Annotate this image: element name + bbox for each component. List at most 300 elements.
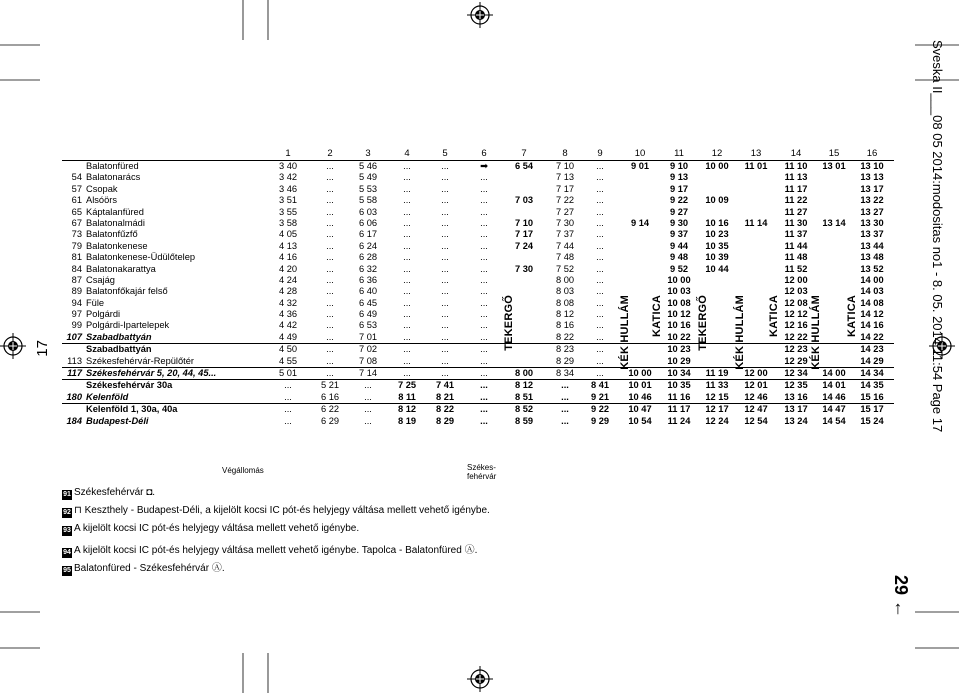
train-name-kek-hullam-1: KÉK HULLÁM bbox=[619, 295, 631, 370]
row-cell: 14 12 bbox=[860, 309, 884, 320]
table-row bbox=[62, 218, 894, 229]
row-cell: ... bbox=[441, 240, 449, 251]
page-number: 29 ← bbox=[891, 575, 911, 619]
side-header bbox=[930, 40, 952, 490]
row-cell: ... bbox=[441, 368, 449, 379]
row-cell: 8 16 bbox=[555, 320, 575, 331]
row-cell: 8 59 bbox=[514, 415, 534, 426]
row-km: 113 bbox=[67, 355, 82, 366]
row-cell: ... bbox=[326, 344, 334, 355]
row-cell: 8 00 bbox=[555, 274, 575, 285]
table-row bbox=[62, 368, 894, 379]
row-cell: ... bbox=[596, 368, 604, 379]
row-cell: 7 17 bbox=[555, 183, 575, 194]
footnote-mark: 94 bbox=[63, 549, 71, 556]
row-cell: ... bbox=[441, 355, 449, 366]
row-cell: 14 16 bbox=[860, 320, 884, 331]
row-station: Szabadbattyán bbox=[86, 344, 152, 355]
row-cell: ... bbox=[403, 355, 411, 366]
row-cell: ... bbox=[441, 331, 449, 342]
column-number: 10 bbox=[634, 148, 646, 159]
row-station: Füle bbox=[86, 297, 105, 308]
column-number: 7 bbox=[521, 148, 527, 159]
row-cell: ... bbox=[441, 252, 449, 263]
row-cell: ... bbox=[480, 274, 488, 285]
row-cell: ... bbox=[480, 263, 488, 274]
row-cell: 7 52 bbox=[555, 263, 575, 274]
row-cell: 12 29 bbox=[784, 355, 808, 366]
row-cell: 10 23 bbox=[667, 344, 691, 355]
row-cell: 10 16 bbox=[705, 217, 729, 228]
row-cell: 12 47 bbox=[744, 404, 768, 415]
row-cell: ... bbox=[441, 309, 449, 320]
row-cell: 5 01 bbox=[278, 368, 298, 379]
row-cell: 6 40 bbox=[358, 286, 378, 297]
row-cell: ... bbox=[284, 404, 292, 415]
row-cell: 8 12 bbox=[397, 404, 417, 415]
row-cell: 8 21 bbox=[435, 391, 455, 402]
row-km: 180 bbox=[66, 391, 82, 402]
row-cell: 8 08 bbox=[555, 297, 575, 308]
row-cell: 14 08 bbox=[860, 297, 884, 308]
row-cell: 4 55 bbox=[278, 355, 298, 366]
row-cell: 4 49 bbox=[278, 331, 298, 342]
footnote-mark: 92 bbox=[63, 509, 71, 516]
footnote-text: A kijelölt kocsi IC pót-és helyjegy váltása mellett vehető igénybe. bbox=[74, 523, 360, 534]
row-cell: ... bbox=[441, 344, 449, 355]
row-cell: ... bbox=[326, 217, 334, 228]
table-row bbox=[62, 392, 894, 403]
row-cell: 8 12 bbox=[555, 309, 575, 320]
row-cell: 4 32 bbox=[278, 297, 298, 308]
row-cell: 13 27 bbox=[860, 206, 884, 217]
row-cell: ... bbox=[403, 274, 411, 285]
row-cell: ... bbox=[441, 263, 449, 274]
row-cell: ... bbox=[441, 183, 449, 194]
row-km: 94 bbox=[71, 297, 82, 308]
row-cell: 13 17 bbox=[860, 183, 884, 194]
row-cell: 11 37 bbox=[784, 229, 808, 240]
table-row bbox=[62, 184, 894, 195]
row-cell: 3 55 bbox=[278, 206, 298, 217]
train-name-katica-1: KATICA bbox=[651, 295, 663, 337]
row-cell: 12 54 bbox=[744, 415, 768, 426]
row-cell: 9 13 bbox=[669, 172, 689, 183]
row-cell: 12 00 bbox=[744, 368, 768, 379]
row-km: 89 bbox=[71, 286, 82, 297]
terminus-label: Végállomás bbox=[222, 466, 264, 475]
row-cell: ... bbox=[403, 344, 411, 355]
row-cell: ... bbox=[403, 252, 411, 263]
row-cell: 7 13 bbox=[555, 172, 575, 183]
row-cell: ... bbox=[403, 297, 411, 308]
footnote-text: A kijelölt kocsi IC pót-és helyjegy váltása mellett vehető igénybe. Tapolca - Balatonfüred Ⓐ. bbox=[74, 545, 478, 556]
row-cell: ... bbox=[480, 206, 488, 217]
row-cell: 11 16 bbox=[667, 391, 691, 402]
row-cell: 9 37 bbox=[669, 229, 689, 240]
row-km: 97 bbox=[71, 309, 82, 320]
row-cell: 7 22 bbox=[555, 195, 575, 206]
row-cell: ... bbox=[561, 380, 569, 391]
row-cell: 9 30 bbox=[669, 217, 689, 228]
side-header-text: Sveska II___08 05 2014:modositas no1 - 8. 05. 2014 11:54 Page 17 bbox=[930, 40, 945, 433]
row-cell: 8 11 bbox=[398, 391, 416, 402]
row-cell: ... bbox=[441, 195, 449, 206]
row-cell: ... bbox=[441, 274, 449, 285]
row-cell: ... bbox=[596, 344, 604, 355]
row-km: 67 bbox=[71, 217, 82, 228]
row-cell: ... bbox=[403, 161, 411, 171]
row-cell: 7 03 bbox=[514, 195, 534, 206]
row-cell: 8 22 bbox=[435, 404, 455, 415]
row-cell: 10 47 bbox=[628, 404, 652, 415]
row-cell: ... bbox=[596, 355, 604, 366]
row-cell: 11 10 bbox=[784, 161, 808, 171]
row-cell: ... bbox=[480, 217, 488, 228]
row-cell: 11 19 bbox=[705, 368, 729, 379]
column-number: 4 bbox=[404, 148, 410, 159]
row-cell: 12 12 bbox=[784, 309, 808, 320]
row-cell: 13 01 bbox=[822, 161, 846, 171]
row-cell: 11 17 bbox=[784, 183, 808, 194]
row-cell: ... bbox=[596, 217, 604, 228]
column-number: 5 bbox=[442, 148, 448, 159]
row-cell: 10 35 bbox=[667, 380, 691, 391]
row-cell: 6 16 bbox=[320, 391, 340, 402]
row-cell: 8 29 bbox=[555, 355, 575, 366]
row-cell: 10 01 bbox=[628, 380, 652, 391]
row-cell: 9 44 bbox=[669, 240, 689, 251]
row-cell: 9 14 bbox=[630, 217, 650, 228]
row-station: Balatonfűzfő bbox=[86, 229, 138, 240]
row-cell: 4 13 bbox=[278, 240, 298, 251]
row-station: Balatonarács bbox=[86, 172, 141, 183]
row-cell: 11 33 bbox=[705, 380, 729, 391]
row-cell: ... bbox=[326, 161, 334, 171]
row-cell: ... bbox=[326, 297, 334, 308]
row-cell: 9 29 bbox=[590, 415, 610, 426]
footnote-text: Balatonfüred - Székesfehérvár Ⓐ. bbox=[74, 563, 225, 574]
row-cell: 10 54 bbox=[628, 415, 652, 426]
row-cell: 7 10 bbox=[514, 217, 534, 228]
row-station: Kelenföld bbox=[86, 391, 129, 402]
row-cell: 7 08 bbox=[358, 355, 378, 366]
szekesfehervar-label: Székes- fehérvár bbox=[467, 463, 497, 481]
row-cell: ... bbox=[364, 380, 372, 391]
row-cell: 12 23 bbox=[784, 344, 808, 355]
row-cell: 11 01 bbox=[744, 161, 768, 171]
table-row bbox=[62, 264, 894, 275]
column-number: 8 bbox=[562, 148, 568, 159]
row-cell: 11 52 bbox=[784, 263, 808, 274]
row-cell: ... bbox=[596, 183, 604, 194]
row-km: 65 bbox=[71, 206, 82, 217]
left-page-number: 17 bbox=[34, 340, 51, 357]
row-cell: 9 22 bbox=[590, 404, 610, 415]
row-station: Káptalanfüred bbox=[86, 206, 144, 217]
row-cell: 15 17 bbox=[860, 404, 884, 415]
row-cell: 8 23 bbox=[555, 344, 575, 355]
timetable bbox=[62, 160, 894, 427]
row-cell: 4 16 bbox=[278, 252, 298, 263]
row-cell: 8 03 bbox=[555, 286, 575, 297]
table-row bbox=[62, 416, 894, 427]
row-cell: ... bbox=[441, 286, 449, 297]
row-cell: 13 44 bbox=[860, 240, 884, 251]
row-cell: 10 23 bbox=[705, 229, 729, 240]
row-cell: ... bbox=[364, 404, 372, 415]
row-cell: 9 48 bbox=[669, 252, 689, 263]
table-row bbox=[62, 172, 894, 183]
row-cell: 9 10 bbox=[669, 161, 689, 171]
row-cell: 14 00 bbox=[860, 274, 884, 285]
row-km: 107 bbox=[66, 331, 82, 342]
row-cell: 12 17 bbox=[705, 404, 729, 415]
row-cell: 10 09 bbox=[705, 195, 729, 206]
footnote bbox=[62, 541, 477, 558]
row-station: Balatonfüred bbox=[86, 161, 139, 171]
row-cell: 7 37 bbox=[555, 229, 575, 240]
row-cell: 13 10 bbox=[860, 161, 884, 171]
row-cell: 10 00 bbox=[667, 274, 691, 285]
row-cell: ... bbox=[403, 320, 411, 331]
row-cell: 10 00 bbox=[705, 161, 729, 171]
row-cell: 6 29 bbox=[320, 415, 340, 426]
row-cell: 8 52 bbox=[514, 404, 534, 415]
row-cell: ... bbox=[326, 252, 334, 263]
row-cell: 6 49 bbox=[358, 309, 378, 320]
table-row bbox=[62, 195, 894, 206]
row-cell: 7 30 bbox=[514, 263, 534, 274]
row-cell: ... bbox=[326, 195, 334, 206]
row-cell: ... bbox=[596, 263, 604, 274]
table-row bbox=[62, 241, 894, 252]
row-cell: 13 37 bbox=[860, 229, 884, 240]
row-cell: ... bbox=[284, 415, 292, 426]
row-cell: 10 16 bbox=[667, 320, 691, 331]
column-number: 12 bbox=[711, 148, 723, 159]
row-cell: 4 05 bbox=[278, 229, 298, 240]
row-cell: ... bbox=[596, 195, 604, 206]
row-km: 84 bbox=[71, 263, 82, 274]
row-cell: 13 13 bbox=[860, 172, 884, 183]
row-cell: 12 35 bbox=[784, 380, 808, 391]
row-cell: ... bbox=[441, 229, 449, 240]
row-cell: 8 19 bbox=[397, 415, 417, 426]
row-cell: 4 28 bbox=[278, 286, 298, 297]
row-cell: 11 14 bbox=[744, 217, 768, 228]
row-cell: ... bbox=[480, 355, 488, 366]
train-name-tekergo-2: TEKERGŐ bbox=[697, 295, 709, 351]
row-cell: ... bbox=[480, 404, 488, 415]
row-cell: 12 03 bbox=[784, 286, 808, 297]
row-cell: 11 17 bbox=[667, 404, 691, 415]
train-name-kek-hullam-2: KÉK HULLÁM bbox=[734, 295, 746, 370]
row-cell: ... bbox=[326, 229, 334, 240]
row-cell: 11 27 bbox=[784, 206, 808, 217]
row-cell: 13 17 bbox=[784, 404, 808, 415]
row-cell: 11 48 bbox=[784, 252, 808, 263]
row-cell: 14 54 bbox=[822, 415, 846, 426]
row-cell: ... bbox=[326, 331, 334, 342]
footnote bbox=[62, 505, 490, 518]
row-cell: 14 35 bbox=[860, 380, 884, 391]
row-cell: 6 28 bbox=[358, 252, 378, 263]
row-cell: 6 32 bbox=[358, 263, 378, 274]
row-cell: ... bbox=[326, 206, 334, 217]
row-cell: ... bbox=[596, 309, 604, 320]
row-cell: 10 46 bbox=[628, 391, 652, 402]
column-number: 11 bbox=[674, 148, 684, 159]
row-cell: ... bbox=[596, 161, 604, 171]
row-cell: ... bbox=[480, 286, 488, 297]
row-cell: 7 25 bbox=[397, 380, 417, 391]
footnote-text: ⊓ Keszthely - Budapest-Déli, a kijelölt kocsi IC pót-és helyjegy váltása mellett vehető igénybe. bbox=[74, 505, 490, 516]
row-cell: ... bbox=[480, 368, 488, 379]
column-number: 13 bbox=[750, 148, 762, 159]
row-cell: ... bbox=[403, 206, 411, 217]
row-cell: ... bbox=[480, 172, 488, 183]
row-cell: 7 30 bbox=[555, 217, 575, 228]
row-km: 117 bbox=[67, 368, 82, 379]
row-cell: ... bbox=[326, 309, 334, 320]
row-cell: ... bbox=[480, 229, 488, 240]
row-cell: 4 24 bbox=[278, 274, 298, 285]
table-row bbox=[62, 161, 894, 172]
row-cell: 13 52 bbox=[860, 263, 884, 274]
row-cell: 7 02 bbox=[358, 344, 378, 355]
row-cell: 11 44 bbox=[784, 240, 808, 251]
row-cell: 7 48 bbox=[555, 252, 575, 263]
train-name-tekergo-1: TEKERGŐ bbox=[503, 295, 515, 351]
row-cell: ... bbox=[596, 240, 604, 251]
row-cell: ... bbox=[561, 391, 569, 402]
table-row bbox=[62, 380, 894, 391]
row-station: Budapest-Déli bbox=[86, 415, 149, 426]
row-km: 73 bbox=[71, 229, 82, 240]
row-cell: 6 54 bbox=[514, 161, 534, 171]
row-cell: ... bbox=[596, 331, 604, 342]
row-cell: ... bbox=[596, 172, 604, 183]
row-cell: ... bbox=[441, 206, 449, 217]
row-cell: ... bbox=[596, 229, 604, 240]
row-cell: 8 41 bbox=[590, 380, 610, 391]
row-cell: ... bbox=[596, 320, 604, 331]
row-cell: ... bbox=[326, 320, 334, 331]
row-cell: 9 17 bbox=[669, 183, 689, 194]
row-cell: 11 22 bbox=[784, 195, 808, 206]
row-cell: ... bbox=[403, 183, 411, 194]
column-number: 15 bbox=[828, 148, 840, 159]
row-cell: 8 29 bbox=[435, 415, 455, 426]
row-km: 87 bbox=[71, 274, 82, 285]
row-cell: ... bbox=[403, 263, 411, 274]
row-station: Polgárdi bbox=[86, 309, 121, 320]
row-cell: 6 22 bbox=[320, 404, 340, 415]
row-cell: 3 46 bbox=[278, 183, 298, 194]
row-station: Székesfehérvár-Repülőtér bbox=[86, 355, 194, 366]
row-cell: 7 27 bbox=[555, 206, 575, 217]
footnote-mark: 91 bbox=[63, 491, 71, 498]
row-cell: 11 30 bbox=[784, 217, 808, 228]
row-cell: 6 53 bbox=[358, 320, 378, 331]
footnote bbox=[62, 559, 225, 576]
column-number: 3 bbox=[365, 148, 371, 159]
row-cell: 6 45 bbox=[358, 297, 378, 308]
row-cell: ... bbox=[284, 380, 292, 391]
row-cell: 12 46 bbox=[744, 391, 768, 402]
row-cell: 10 35 bbox=[705, 240, 729, 251]
row-cell: 5 53 bbox=[358, 183, 378, 194]
row-station: Szabadbattyán bbox=[86, 331, 152, 342]
row-station: Balatonakarattya bbox=[86, 263, 156, 274]
row-km: 99 bbox=[71, 320, 82, 331]
row-cell: 10 34 bbox=[667, 368, 691, 379]
row-cell: 5 49 bbox=[358, 172, 378, 183]
row-cell: ... bbox=[364, 415, 372, 426]
row-cell: 12 08 bbox=[784, 297, 808, 308]
row-cell: ... bbox=[284, 391, 292, 402]
row-cell: 9 22 bbox=[669, 195, 689, 206]
row-cell: ... bbox=[403, 309, 411, 320]
row-cell: 10 44 bbox=[705, 263, 729, 274]
row-station: Kelenföld 1, 30a, 40a bbox=[86, 404, 178, 415]
column-number: 6 bbox=[481, 148, 487, 159]
row-cell: ... bbox=[480, 195, 488, 206]
row-cell: ... bbox=[561, 415, 569, 426]
row-cell: ➡ bbox=[480, 161, 488, 171]
row-cell: 7 24 bbox=[514, 240, 534, 251]
row-cell: 10 08 bbox=[667, 297, 691, 308]
row-cell: 9 01 bbox=[630, 161, 650, 171]
row-cell: ... bbox=[403, 368, 411, 379]
row-cell: ... bbox=[441, 172, 449, 183]
row-cell: ... bbox=[326, 240, 334, 251]
row-cell: ... bbox=[441, 320, 449, 331]
row-cell: ... bbox=[480, 380, 488, 391]
row-cell: ... bbox=[403, 229, 411, 240]
row-cell: 13 48 bbox=[860, 252, 884, 263]
row-cell: ... bbox=[326, 274, 334, 285]
row-station: Balatonkenese bbox=[86, 240, 148, 251]
row-cell: 3 40 bbox=[278, 161, 298, 171]
row-cell: 8 51 bbox=[514, 391, 534, 402]
row-cell: 3 51 bbox=[278, 195, 298, 206]
footnote-mark: 93 bbox=[63, 527, 71, 534]
row-cell: 5 46 bbox=[358, 161, 378, 171]
row-cell: 4 50 bbox=[278, 344, 298, 355]
row-cell: 11 24 bbox=[667, 415, 691, 426]
footnote bbox=[62, 523, 359, 536]
table-row bbox=[62, 252, 894, 263]
row-cell: 9 27 bbox=[669, 206, 689, 217]
row-cell: ... bbox=[403, 195, 411, 206]
row-cell: ... bbox=[480, 183, 488, 194]
row-cell: 12 24 bbox=[705, 415, 729, 426]
row-cell: 12 16 bbox=[784, 320, 808, 331]
train-name-katica-3: KATICA bbox=[846, 295, 858, 337]
row-cell: ... bbox=[326, 263, 334, 274]
row-cell: 14 46 bbox=[822, 391, 846, 402]
row-cell: 14 23 bbox=[860, 344, 884, 355]
row-cell: ... bbox=[364, 391, 372, 402]
train-name-katica-2: KATICA bbox=[768, 295, 780, 337]
row-cell: 13 16 bbox=[784, 391, 808, 402]
row-cell: 7 01 bbox=[358, 331, 378, 342]
row-cell: ... bbox=[403, 286, 411, 297]
row-cell: 5 58 bbox=[358, 195, 378, 206]
row-cell: 13 22 bbox=[860, 195, 884, 206]
